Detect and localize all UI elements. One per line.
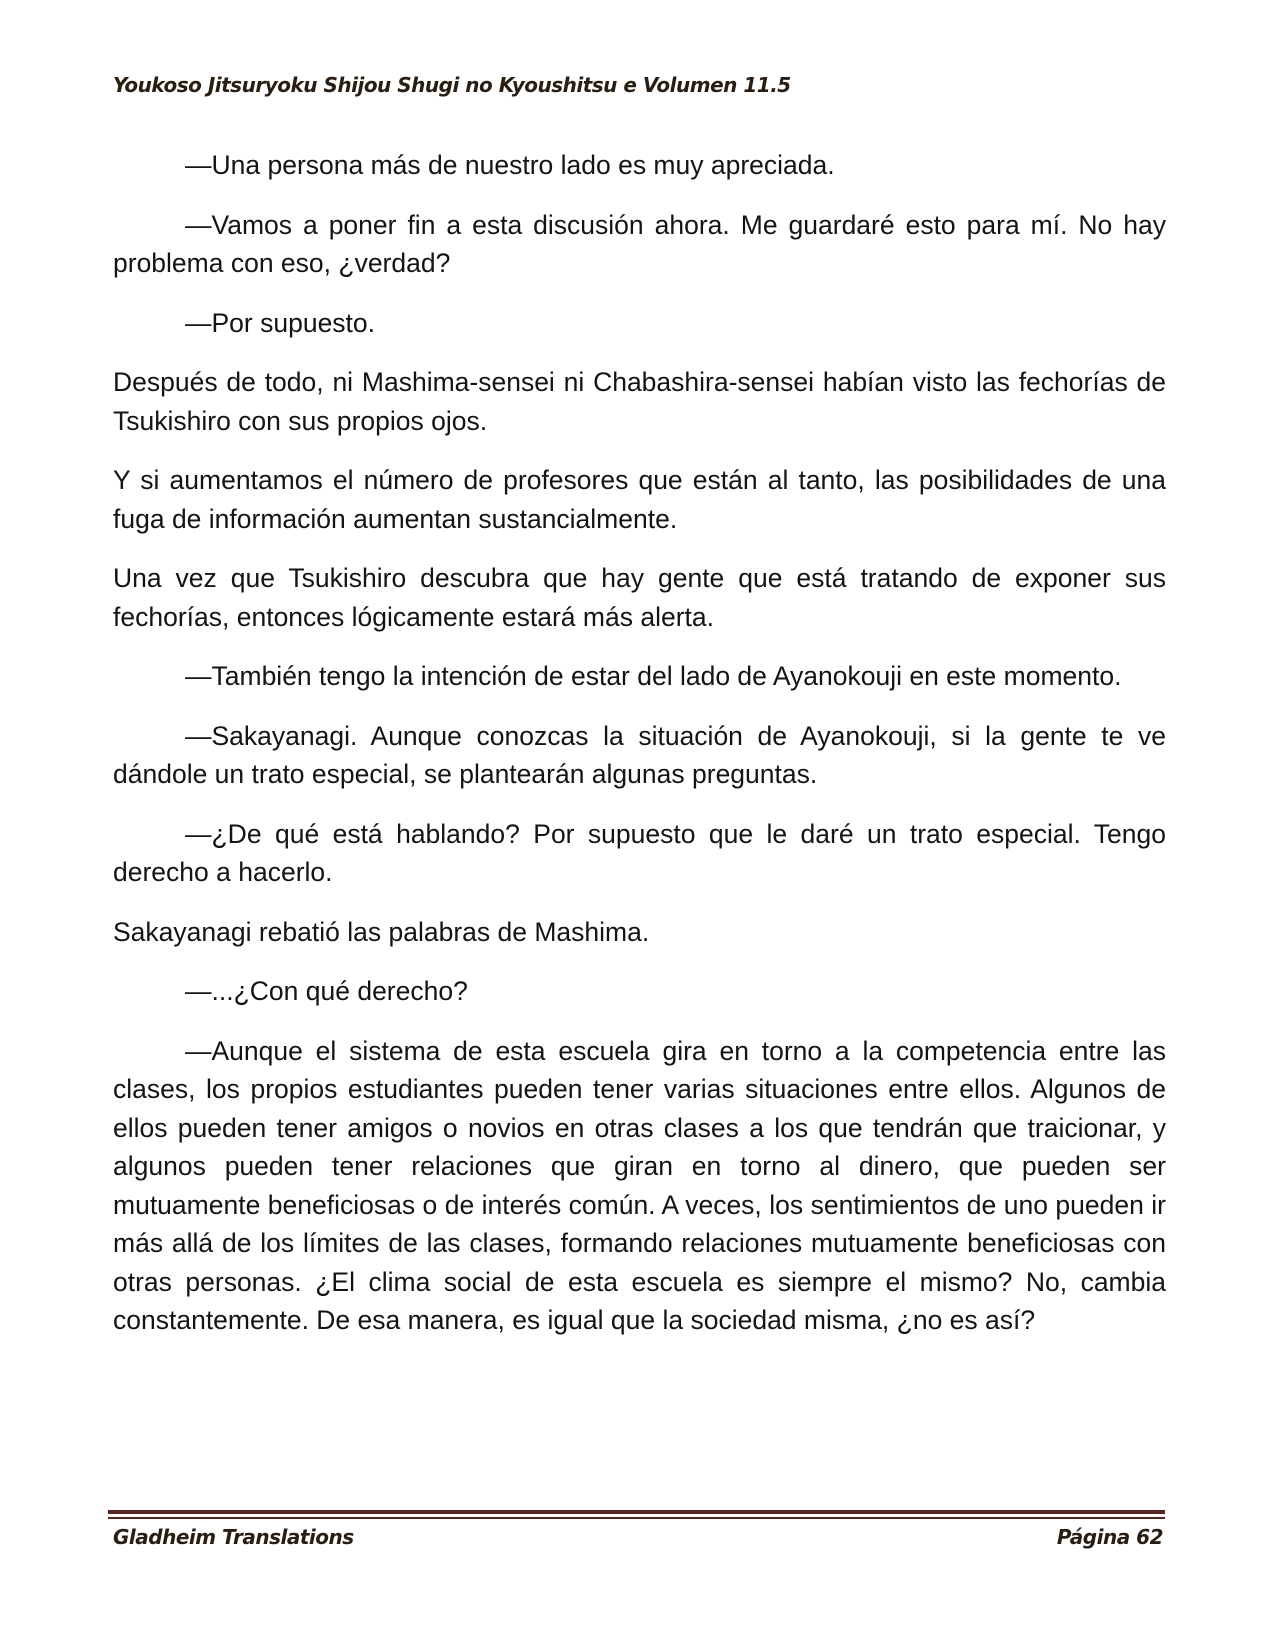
paragraph: —Una persona más de nuestro lado es muy apreciada.	[185, 150, 835, 180]
paragraph: —¿De qué está hablando? Por supuesto que le daré un trato especial. Tengo derecho a hacerlo.	[113, 818, 1166, 887]
paragraph: —También tengo la intención de estar del lado de Ayanokouji en este momento.	[185, 661, 1122, 691]
paragraph: Sakayanagi rebatió las palabras de Mashima.	[113, 916, 650, 947]
footer-divider	[108, 1510, 1165, 1520]
running-header: Youkoso Jitsuryoku Shijou Shugi no Kyoushitsu e Volumen 11.5	[113, 73, 791, 97]
body-text	[113, 146, 1166, 1361]
page-number: Página 62	[1056, 1525, 1163, 1549]
paragraph: —Aunque el sistema de esta escuela gira en torno a la competencia entre las clases, los propios estudiantes pueden tener varias situaciones entre ellos. Algunos de ellos pueden tener amigos o novios en otras clases a los que tendrán que traicionar, y algunos pueden tener relaciones que giran en torno al dinero, que pueden ser mutuamente beneficiosas o de interés común. A veces, los sentimientos de uno pueden ir más allá de los límites de las clases, formando relaciones mutuamente beneficiosas con otras personas. ¿El clima social de esta escuela es siempre el mismo? No, cambia constantemente. De esa manera, es igual que la sociedad misma, ¿no es así?	[113, 1035, 1166, 1335]
paragraph: —Vamos a poner fin a esta discusión ahora. Me guardaré esto para mí. No hay problema con eso, ¿verdad?	[113, 209, 1166, 278]
paragraph: —...¿Con qué derecho?	[185, 976, 468, 1006]
footer-divider-thick	[108, 1510, 1165, 1514]
paragraph: Una vez que Tsukishiro descubra que hay gente que está tratando de exponer sus fechorías, entonces lógicamente estará más alerta.	[113, 563, 1166, 632]
paragraph: Y si aumentamos el número de profesores que están al tanto, las posibilidades de una fuga de información aumentan sustancialmente.	[113, 465, 1166, 534]
footer-translator: Gladheim Translations	[113, 1525, 354, 1549]
footer-divider-thin	[108, 1517, 1165, 1519]
paragraph: Después de todo, ni Mashima-sensei ni Chabashira-sensei habían visto las fechorías de Tsukishiro con sus propios ojos.	[113, 367, 1166, 436]
paragraph: —Sakayanagi. Aunque conozcas la situación de Ayanokouji, si la gente te ve dándole un trato especial, se plantearán algunas preguntas.	[113, 720, 1166, 789]
paragraph: —Por supuesto.	[185, 307, 376, 338]
